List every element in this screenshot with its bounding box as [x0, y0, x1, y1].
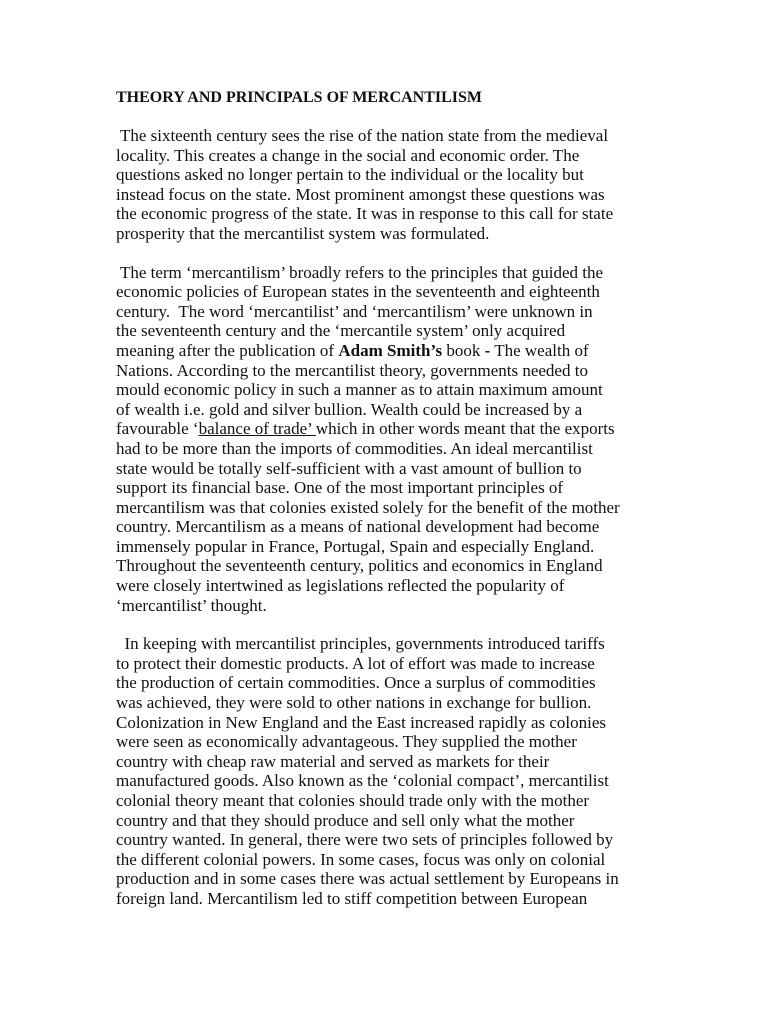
- text-segment: meaning after the publication of: [116, 340, 339, 360]
- paragraph-1: [116, 126, 656, 244]
- text-line: were seen as economically advantageous. They supplied the mother: [116, 732, 577, 752]
- document-title: THEORY AND PRINCIPALS OF MERCANTILISM: [116, 89, 482, 106]
- text-line: were closely intertwined as legislations reflected the popularity of: [116, 576, 565, 596]
- text-line: the seventeenth century and the ‘mercantile system’ only acquired: [116, 321, 566, 341]
- text-line: mould economic policy in such a manner as to attain maximum amount: [116, 380, 603, 400]
- text-line: the production of certain commodities. Once a surplus of commodities: [116, 673, 596, 693]
- text-line: economic policies of European states in the seventeenth and eighteenth: [116, 282, 600, 302]
- text-line: Nations. According to the mercantilist theory, governments needed to: [116, 360, 588, 380]
- text-line: locality. This creates a change in the social and economic order. The: [116, 145, 580, 165]
- text-line: manufactured goods. Also known as the ‘colonial compact’, mercantilist: [116, 771, 609, 791]
- text-line: the economic progress of the state. It was in response to this call for state: [116, 204, 614, 224]
- text-segment: book: [442, 340, 485, 360]
- text-line: ‘mercantilist’ thought.: [116, 595, 267, 615]
- text-line: immensely popular in France, Portugal, Spain and especially England.: [116, 536, 595, 556]
- text-line: questions asked no longer pertain to the individual or the locality but: [116, 165, 584, 185]
- text-line: country with cheap raw material and served as markets for their: [116, 751, 550, 771]
- text-line: Throughout the seventeenth century, politics and economics in England: [116, 556, 603, 576]
- text-line: prosperity that the mercantilist system was formulated.: [116, 223, 490, 243]
- text-line: foreign land. Mercantilism led to stiff competition between European: [116, 888, 588, 908]
- text-line: state would be totally self-sufficient with a vast amount of bullion to: [116, 458, 582, 478]
- text-line: colonial theory meant that colonies should trade only with the mother: [116, 791, 590, 810]
- text-line-adam-smith: [116, 341, 656, 361]
- paragraph-3: [116, 634, 656, 908]
- text-line: the different colonial powers. In some cases, focus was only on colonial: [116, 849, 606, 869]
- text-line-balance-of-trade: [116, 419, 656, 439]
- text-line: country wanted. In general, there were two sets of principles followed by: [116, 830, 614, 850]
- text-segment: favourable ‘: [116, 419, 199, 439]
- text-line: of wealth i.e. gold and silver bullion. Wealth could be increased by a: [116, 399, 583, 419]
- author-name-bold: Adam Smith’s: [338, 340, 443, 360]
- text-line: The sixteenth century sees the rise of the nation state from the medieval: [116, 126, 609, 145]
- text-line: was achieved, they were sold to other nations in exchange for bullion.: [116, 693, 592, 713]
- text-line: support its financial base. One of the most important principles of: [116, 478, 564, 498]
- text-line: In keeping with mercantilist principles, governments introduced tariffs: [116, 634, 605, 654]
- text-line: to protect their domestic products. A lot of effort was made to increase: [116, 653, 595, 673]
- text-line: had to be more than the imports of commodities. An ideal mercantilist: [116, 438, 593, 458]
- text-line: century. The word ‘mercantilist’ and ‘mercantilism’ were unknown in: [116, 301, 593, 321]
- text-segment: The wealth of: [490, 340, 589, 360]
- text-line: The term ‘mercantilism’ broadly refers to the principles that guided the: [116, 262, 604, 282]
- balance-of-trade-underlined: balance of trade’: [198, 419, 316, 439]
- text-line: production and in some cases there was actual settlement by Europeans in: [116, 869, 619, 889]
- paragraph-2: [116, 263, 656, 616]
- document-page: [116, 88, 656, 928]
- text-line: instead focus on the state. Most prominent amongst these questions was: [116, 184, 605, 204]
- text-line: Colonization in New England and the East increased rapidly as colonies: [116, 712, 607, 732]
- text-line: country and that they should produce and sell only what the mother: [116, 810, 575, 830]
- text-line: mercantilism was that colonies existed solely for the benefit of the mother: [116, 497, 620, 517]
- bold-dash: -: [484, 340, 491, 360]
- text-line: country. Mercantilism as a means of national development had become: [116, 517, 600, 537]
- text-segment: which in other words meant that the exports: [315, 419, 615, 439]
